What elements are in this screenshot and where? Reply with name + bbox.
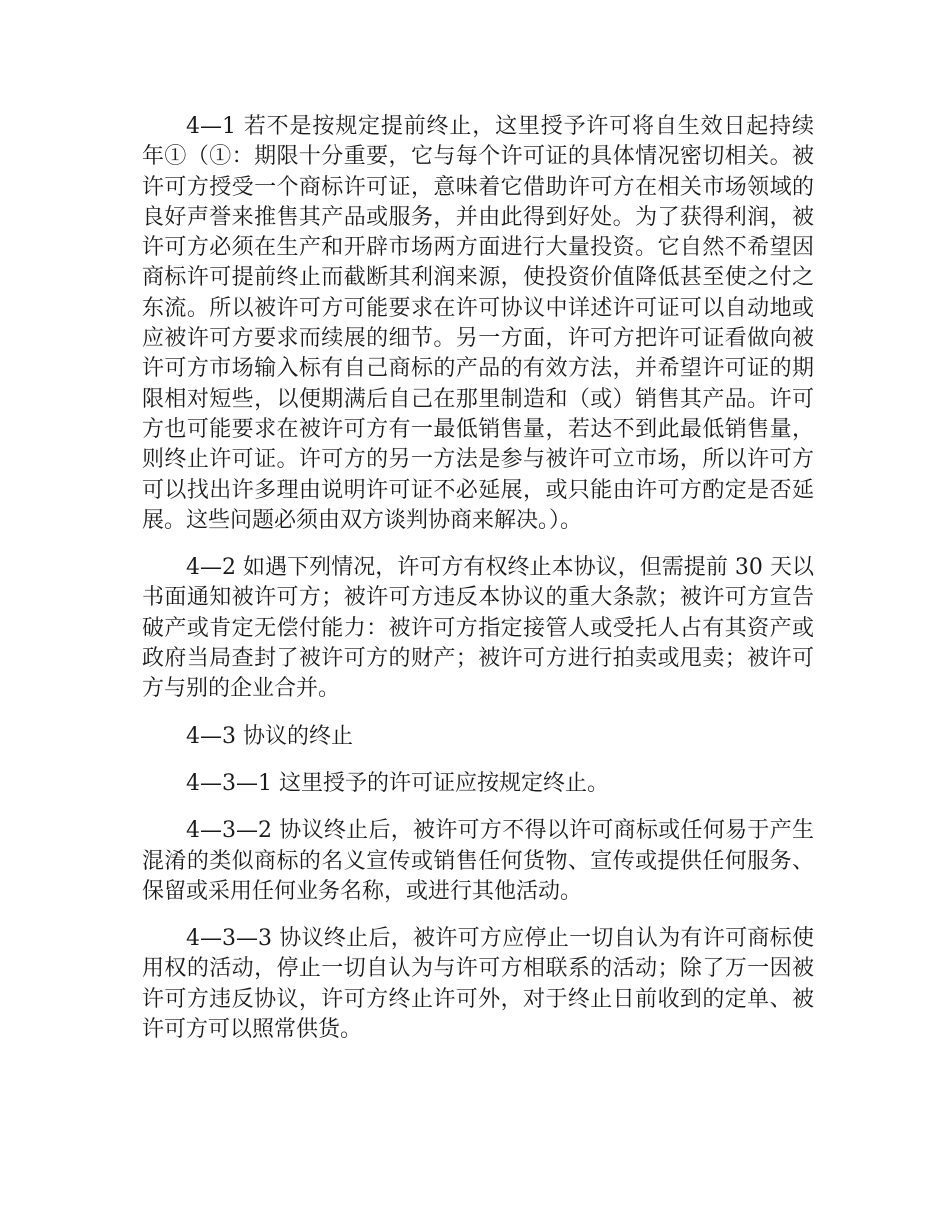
paragraph-4-3-1: 4—3—1 这里授予的许可证应按规定终止。 bbox=[186, 770, 609, 796]
paragraph-4-2: 4—2 如遇下列情况，许可方有权终止本协议，但需提前 30 天以书面通知被许可方；被许可方违反本协议的重大条款；被许可方宣告破产或肯定无偿付能力：被许可方指定接管人或受托人占有其资产或政府当局查封了被许可方的财产；被许可方进行拍卖或甩卖；被许可方与别的企业合并。 bbox=[142, 555, 814, 702]
paragraph-4-3-3: 4—3—3 协议终止后，被许可方应停止一切自认为有许可商标使用权的活动，停止一切自认为与许可方相联系的活动；除了万一因被许可方违反协议，许可方终止许可外，对于终止日前收到的定单、被许可方可以照常供货。 bbox=[142, 926, 814, 1043]
paragraph-4-3-2: 4—3—2 协议终止后，被许可方不得以许可商标或任何易于产生混淆的类似商标的名义宣传或销售任何货物、宣传或提供任何服务、保留或采用任何业务名称，或进行其他活动。 bbox=[142, 818, 814, 904]
paragraph-4-1: 4—1 若不是按规定提前终止，这里授予许可将自生效日起持续年①（①：期限十分重要，它与每个许可证的具体情况密切相关。被许可方授受一个商标许可证，意味着它借助许可方在相关市场领域的良好声誉来推售其产品或服务，并由此得到好处。为了获得利润，被许可方必须在生产和开辟市场两方面进行大量投资。它自然不希望因商标许可提前终止而截断其利润来源，使投资价值降低甚至使之付之东流。所以被许可方可能要求在许可协议中详述许可证可以自动地或应被许可方要求而续展的细节。另一方面，许可方把许可证看做向被许可方市场输入标有自己商标的产品的有效方法，并希望许可证的期限相对短些，以便期满后自己在那里制造和（或）销售其产品。许可方也可能要求在被许可方有一最低销售量，若达不到此最低销售量，则终止许可证。许可方的另一方法是参与被许可立市场，所以许可方可以找出许多理由说明许可证不必延展，或只能由许可方酌定是否延展。这些问题必须由双方谈判协商来解决。）。 bbox=[142, 114, 814, 533]
document-body bbox=[142, 112, 814, 1062]
section-heading-4-3: 4—3 协议的终止 bbox=[186, 723, 353, 749]
